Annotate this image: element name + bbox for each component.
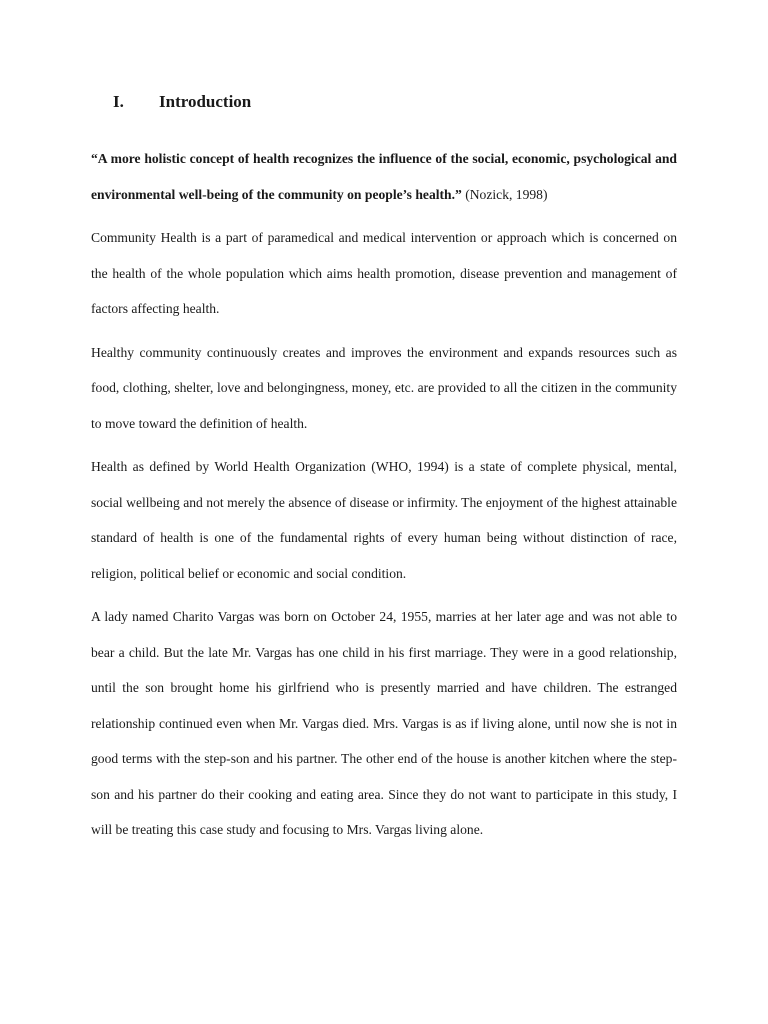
section-number: I. (113, 92, 124, 111)
quote-paragraph (91, 141, 677, 212)
body-paragraph: Health as defined by World Health Organization (WHO, 1994) is a state of complete physical, mental, social wellbeing and not merely the absence of disease or infirmity. The enjoyment of the highest attainable standard of health is one of the fundamental rights of every human being without distinction of race, religion, political belief or economic and social condition. (91, 459, 677, 581)
section-title: Introduction (159, 92, 252, 111)
quote-text: “A more holistic concept of health recognizes the influence of the social, economic, psychological and environmental well-being of the community on people’s health.” (91, 151, 677, 202)
document-body (91, 141, 677, 856)
body-paragraph: Community Health is a part of paramedical and medical intervention or approach which is concerned on the health of the whole population which aims health promotion, disease prevention and management of factors affecting health. (91, 230, 677, 316)
section-heading (113, 92, 251, 112)
quote-citation: (Nozick, 1998) (461, 186, 548, 202)
body-paragraph: A lady named Charito Vargas was born on October 24, 1955, marries at her later age and was not able to bear a child. But the late Mr. Vargas has one child in his first marriage. They were in a good relationship, until the son brought home his girlfriend who is presently married and have children. The estranged relationship continued even when Mr. Vargas died. Mrs. Vargas is as if living alone, until now she is not in good terms with the step-son and his partner. The other end of the house is another kitchen where the step-son and his partner do their cooking and eating area. Since they do not want to participate in this study, I will be treating this case study and focusing to Mrs. Vargas living alone. (91, 609, 677, 837)
body-paragraph: Healthy community continuously creates and improves the environment and expands resources such as food, clothing, shelter, love and belongingness, money, etc. are provided to all the citizen in the community to move toward the definition of health. (91, 344, 677, 431)
